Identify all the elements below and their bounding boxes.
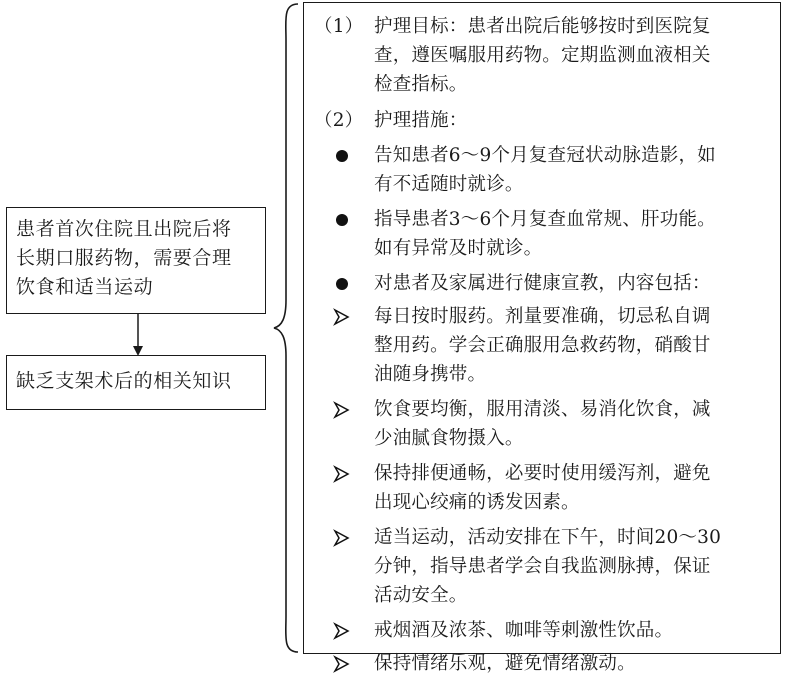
goal-line: 护理目标：患者出院后能够按时到医院复: [374, 16, 711, 37]
bullet-item: [314, 141, 772, 199]
cause-box: [6, 207, 266, 314]
education-line: 少油腻食物摄入。: [374, 428, 524, 449]
education-item: [314, 649, 772, 678]
nursing-measures-section: [314, 106, 772, 135]
cause-line: 饮食和适当运动: [16, 276, 154, 298]
bullet-line: 指导患者3～6个月复查血常规、肝功能。: [374, 209, 716, 230]
bullet-line: 告知患者6～9个月复查冠状动脉造影，如: [374, 145, 716, 166]
education-line: 饮食要均衡，服用清淡、易消化饮食，减: [374, 399, 711, 420]
education-line: 分钟，指导患者学会自我监测脉搏，保证: [374, 556, 711, 577]
arrowhead-bullet-icon: [332, 401, 350, 419]
bullet-line: 对患者及家属进行健康宣教，内容包括：: [374, 273, 711, 294]
goal-line: 查，遵医嘱服用药物。定期监测血液相关: [374, 45, 711, 66]
education-line: 活动安全。: [374, 585, 468, 606]
education-item: [314, 302, 772, 389]
section-number: （1）: [314, 16, 364, 37]
education-item: [314, 523, 772, 610]
nursing-plan-box: [303, 2, 781, 674]
measures-heading: 护理措施：: [374, 110, 468, 131]
bullet-dot-icon: [336, 150, 348, 162]
education-line: 油随身携带。: [374, 364, 487, 385]
curly-brace: [274, 4, 298, 652]
education-line: 保持情绪乐观，避免情绪激动。: [374, 653, 636, 674]
section-number: （2）: [314, 110, 364, 131]
bullet-dot-icon: [336, 214, 348, 226]
bullet-line: 如有异常及时就诊。: [374, 238, 543, 259]
education-item: [314, 459, 772, 517]
bullet-line: 有不适随时就诊。: [374, 174, 524, 195]
education-item: [314, 616, 772, 645]
education-line: 戒烟酒及浓茶、咖啡等刺激性饮品。: [374, 620, 674, 641]
cause-line: 患者首次住院且出院后将: [16, 218, 232, 240]
problem-box: [6, 355, 266, 410]
arrowhead-bullet-icon: [332, 308, 350, 326]
education-line: 适当运动，活动安排在下午，时间20～30: [374, 527, 722, 548]
nursing-goal-section: [314, 12, 772, 99]
education-line: 每日按时服药。剂量要准确，切忌私自调: [374, 306, 711, 327]
arrowhead-bullet-icon: [332, 622, 350, 640]
cause-line: 长期口服药物，需要合理: [16, 247, 232, 269]
bullet-item: [314, 269, 772, 298]
arrowhead-bullet-icon: [332, 529, 350, 547]
education-line: 整用药。学会正确服用急救药物，硝酸甘: [374, 335, 711, 356]
arrowhead-bullet-icon: [332, 655, 350, 673]
problem-text: 缺乏支架术后的相关知识: [16, 370, 232, 392]
education-item: [314, 395, 772, 453]
education-line: 保持排便通畅，必要时使用缓泻剂，避免: [374, 463, 711, 484]
goal-line: 检查指标。: [374, 74, 468, 95]
bullet-dot-icon: [336, 278, 348, 290]
education-line: 出现心绞痛的诱发因素。: [374, 492, 580, 513]
bullet-item: [314, 205, 772, 263]
arrowhead-bullet-icon: [332, 465, 350, 483]
